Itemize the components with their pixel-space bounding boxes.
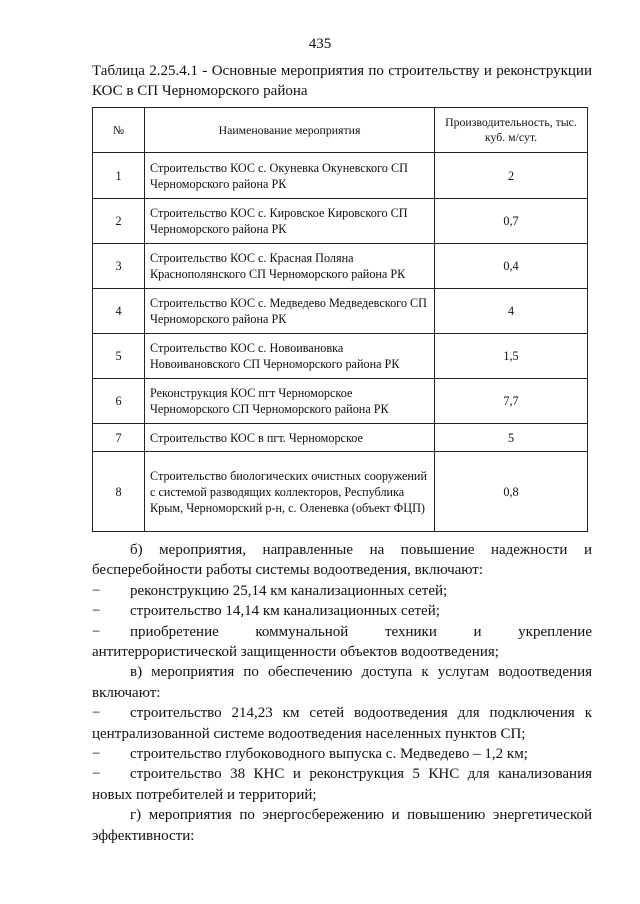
row-capacity: 4 bbox=[435, 289, 588, 334]
page-number: 435 bbox=[308, 36, 332, 52]
list-item bbox=[92, 622, 592, 663]
row-number: 3 bbox=[93, 244, 145, 289]
row-number: 7 bbox=[93, 424, 145, 452]
table-row bbox=[93, 244, 588, 289]
list-item-text: реконструкцию 25,14 км канализационных сетей; bbox=[130, 582, 448, 599]
row-capacity: 0,7 bbox=[435, 199, 588, 244]
list-item bbox=[92, 581, 592, 601]
paragraph-v: в) мероприятия по обеспечению доступа к услугам водоотведения включают: bbox=[92, 664, 592, 701]
row-capacity: 0,4 bbox=[435, 244, 588, 289]
table-caption bbox=[92, 61, 592, 101]
row-capacity: 7,7 bbox=[435, 379, 588, 424]
header-number: № bbox=[93, 108, 145, 153]
row-capacity: 0,8 bbox=[435, 452, 588, 532]
paragraph-b: б) мероприятия, направленные на повышение надежности и бесперебойности работы системы водоотведения, включают: bbox=[92, 542, 592, 579]
dash-marker: − bbox=[92, 746, 101, 763]
row-capacity: 2 bbox=[435, 153, 588, 199]
dash-marker: − bbox=[92, 603, 101, 620]
dash-marker: − bbox=[92, 582, 101, 599]
dash-marker: − bbox=[92, 705, 101, 722]
caption-line-2: КОС в СП Черноморского района bbox=[92, 83, 308, 99]
row-name: Строительство КОС в пгт. Черноморское bbox=[145, 424, 435, 452]
row-capacity: 5 bbox=[435, 424, 588, 452]
row-name: Строительство биологических очистных сооружений с системой разводящих коллекторов, Республика Крым, Черноморский р-н, с. Оленевка (объект ФЦП) bbox=[145, 452, 435, 532]
body-text bbox=[92, 540, 592, 846]
dash-marker: − bbox=[92, 623, 101, 640]
table-row bbox=[93, 452, 588, 532]
dash-marker: − bbox=[92, 766, 101, 783]
paragraph-g: г) мероприятия по энергосбережению и повышению энергетической эффективности: bbox=[92, 807, 592, 844]
list-item bbox=[92, 744, 592, 764]
list-item-text: строительство 14,14 км канализационных сетей; bbox=[130, 603, 440, 620]
table-row bbox=[93, 289, 588, 334]
header-name: Наименование мероприятия bbox=[145, 108, 435, 153]
table-row bbox=[93, 334, 588, 379]
list-item bbox=[92, 764, 592, 805]
table-row bbox=[93, 379, 588, 424]
list-item-text: строительство 214,23 км сетей водоотведения для подключения к централизованной системе водоотведения населенных пунктов СП; bbox=[92, 705, 592, 742]
list-item-text: приобретение коммунальной техники и укрепление антитеррористической защищенности объектов водоотведения; bbox=[92, 623, 592, 661]
row-number: 4 bbox=[93, 289, 145, 334]
list-item bbox=[92, 601, 592, 621]
row-capacity: 1,5 bbox=[435, 334, 588, 379]
row-number: 8 bbox=[93, 452, 145, 532]
list-item-text: строительство глубоководного выпуска с. Медведево – 1,2 км; bbox=[130, 746, 528, 763]
row-name: Строительство КОС с. Медведево Медведевского СП Черноморского района РК bbox=[145, 289, 435, 334]
row-name: Строительство КОС с. Новоивановка Новоивановского СП Черноморского района РК bbox=[145, 334, 435, 379]
table-row bbox=[93, 424, 588, 452]
list-item bbox=[92, 703, 592, 744]
row-name: Строительство КОС с. Красная Поляна Краснополянского СП Черноморского района РК bbox=[145, 244, 435, 289]
row-name: Реконструкция КОС пгт Черноморское Черноморского СП Черноморского района РК bbox=[145, 379, 435, 424]
table-row bbox=[93, 153, 588, 199]
measures-table bbox=[92, 107, 588, 532]
row-name: Строительство КОС с. Кировское Кировского СП Черноморского района РК bbox=[145, 199, 435, 244]
row-number: 5 bbox=[93, 334, 145, 379]
header-capacity: Производительность, тыс. куб. м/сут. bbox=[435, 108, 588, 153]
row-number: 6 bbox=[93, 379, 145, 424]
table-header-row bbox=[93, 108, 588, 153]
row-name: Строительство КОС с. Окуневка Окуневского СП Черноморского района РК bbox=[145, 153, 435, 199]
table-row bbox=[93, 199, 588, 244]
list-item-text: строительство 38 КНС и реконструкция 5 КНС для канализования новых потребителей и территорий; bbox=[92, 766, 592, 803]
row-number: 2 bbox=[93, 199, 145, 244]
caption-line-1: Таблица 2.25.4.1 - Основные мероприятия по строительству и реконструкции bbox=[92, 63, 592, 79]
row-number: 1 bbox=[93, 153, 145, 199]
